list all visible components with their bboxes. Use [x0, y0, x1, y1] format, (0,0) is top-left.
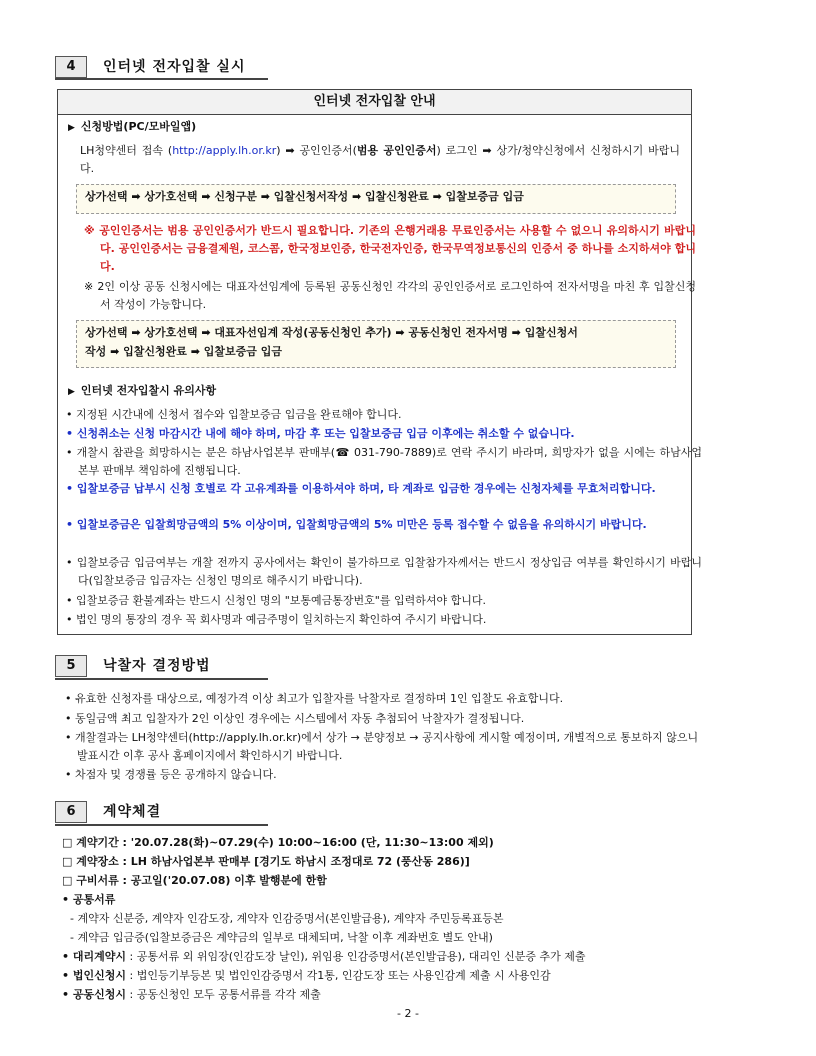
required-docs: □ 구비서류 : 공고일('20.07.08) 이후 발행분에 한함	[62, 874, 327, 887]
caution-item: • 법인 명의 통장의 경우 꼭 회사명과 예금주명이 일치하는지 확인하여 주시기 바랍니다.	[66, 613, 487, 626]
section-4-header	[55, 56, 245, 78]
triangle-bullet-icon: ▶	[68, 387, 75, 397]
section-number: 6	[55, 801, 87, 823]
award-item: • 동일금액 최고 입찰자가 2인 이상인 경우에는 시스템에서 자동 추첨되어 낙찰자가 결정됩니다.	[65, 712, 525, 725]
cert-warning-note: ※ 공인인증서는 범용 공인인증서가 반드시 필요합니다. 기존의 은행거래용 무료인증서는 사용할 수 없으니 유의하시기 바랍니다. 공인인증서는 금융결제원, 코스콤, 한국정보인증, 한국전자인증, 한국무역정보통신의 인증서 중 하나를 소지하셔야 합니다.	[84, 224, 696, 273]
section-number: 5	[55, 655, 87, 677]
caution-item: • 개찰시 참관을 희망하시는 분은 하남사업본부 판매부(☎ 031-790-7889)로 연락 주시기 바라며, 희망자가 없을 시에는 하남사업본부 판매부 책임하에 진행됩니다.	[66, 446, 702, 477]
award-item: • 개찰결과는 LH청약센터(http://apply.lh.or.kr)에서 상가 → 분양정보 → 공지사항에 게시할 예정이며, 개별적으로 통보하지 않으니 발표시간 이후 공사 홈페이지에서 확인하시기 바랍니다.	[65, 731, 699, 762]
flow-box-single: 상가선택 ➡ 상가호선택 ➡ 신청구분 ➡ 입찰신청서작성 ➡ 입찰신청완료 ➡ 입찰보증금 입금	[76, 184, 676, 214]
caution-item: • 입찰보증금 납부시 신청 호별로 각 고유계좌를 이용하셔야 하며, 타 계좌로 입금한 경우에는 신청자체를 무효처리합니다.	[66, 482, 656, 495]
caution-item: • 입찰보증금 환불계좌는 반드시 신청인 명의 "보통예금통장번호"를 입력하셔야 합니다.	[66, 594, 486, 607]
joint-apply-note: ※ 2인 이상 공동 신청시에는 대표자선임계에 등록된 공동신청인 각각의 공인인증서로 로그인하여 전자서명을 마친 후 입찰신청서 작성이 가능합니다.	[84, 280, 696, 311]
caution-item: • 입찰보증금은 입찰희망금액의 5% 이상이며, 입찰희망금액의 5% 미만은 등록 접수할 수 없음을 유의하시기 바랍니다.	[66, 518, 647, 531]
award-item: • 차점자 및 경쟁률 등은 공개하지 않습니다.	[65, 768, 277, 781]
corp-docs: • 법인신청시 : 법인등기부등본 및 법인인감증명서 각1통, 인감도장 또는 사용인감계 제출 시 사용인감	[62, 969, 551, 982]
caution-item: • 지정된 시간내에 신청서 접수와 입찰보증금 입금을 완료해야 합니다.	[66, 408, 402, 421]
common-docs-item: - 계약자 신분증, 계약자 인감도장, 계약자 인감증명서(본인발급용), 계약자 주민등록표등본	[70, 912, 504, 925]
section-title: 낙찰자 결정방법	[103, 657, 211, 674]
proxy-docs: • 대리계약시 : 공통서류 외 위임장(인감도장 날인), 위임용 인감증명서(본인발급용), 대리인 신분증 추가 제출	[62, 950, 586, 963]
flow-box-joint: 상가선택 ➡ 상가호선택 ➡ 대표자선임계 작성(공동신청인 추가) ➡ 공동신청인 전자서명 ➡ 입찰신청서 작성 ➡ 입찰신청완료 ➡ 입찰보증금 입금	[76, 320, 676, 368]
section-title: 인터넷 전자입찰 실시	[103, 58, 246, 75]
contract-place: □ 계약장소 : LH 하남사업본부 판매부 [경기도 하남시 조정대로 72 (풍산동 286)]	[62, 855, 470, 868]
section-underline	[55, 78, 268, 80]
method-heading: ▶ 신청방법(PC/모바일앱)	[68, 118, 196, 136]
box-title: 인터넷 전자입찰 안내	[58, 90, 691, 115]
caution-item: • 입찰보증금 입금여부는 개찰 전까지 공사에서는 확인이 불가하므로 입찰참가자께서는 반드시 정상입금 여부를 확인하시기 바랍니다(입찰보증금 입금자는 신청인 명의로 해주시기 바랍니다).	[66, 556, 702, 587]
joint-docs: • 공동신청시 : 공동신청인 모두 공통서류를 각각 제출	[62, 988, 321, 1001]
caution-item: • 신청취소는 신청 마감시간 내에 해야 하며, 마감 후 또는 입찰보증금 입금 이후에는 취소할 수 없습니다.	[66, 427, 575, 440]
common-docs-heading: • 공통서류	[62, 893, 116, 906]
section-6-header	[55, 801, 161, 823]
caution-heading: ▶ 인터넷 전자입찰시 유의사항	[68, 382, 216, 400]
lh-apply-link[interactable]: http://apply.lh.or.kr	[172, 144, 277, 157]
e-bid-info-box	[57, 89, 702, 635]
section-number: 4	[55, 56, 87, 78]
section-underline	[55, 678, 268, 680]
page-number: - 2 -	[397, 1007, 419, 1020]
section-title: 계약체결	[103, 803, 162, 820]
section-5-header	[55, 655, 211, 677]
method-text: LH청약센터 접속 (http://apply.lh.or.kr) ➡ 공인인증서(범용 공인인증서) 로그인 ➡ 상가/청약신청에서 신청하시기 바랍니다.	[80, 144, 680, 175]
section-underline	[55, 824, 268, 826]
common-docs-item: - 계약금 입금증(입찰보증금은 계약금의 일부로 대체되며, 낙찰 이후 계좌번호 별도 안내)	[70, 931, 493, 944]
contract-period: □ 계약기간 : '20.07.28(화)~07.29(수) 10:00~16:00 (단, 11:30~13:00 제외)	[62, 836, 494, 849]
triangle-bullet-icon: ▶	[68, 123, 75, 133]
award-item: • 유효한 신청자를 대상으로, 예정가격 이상 최고가 입찰자를 낙찰자로 결정하며 1인 입찰도 유효합니다.	[65, 692, 564, 705]
